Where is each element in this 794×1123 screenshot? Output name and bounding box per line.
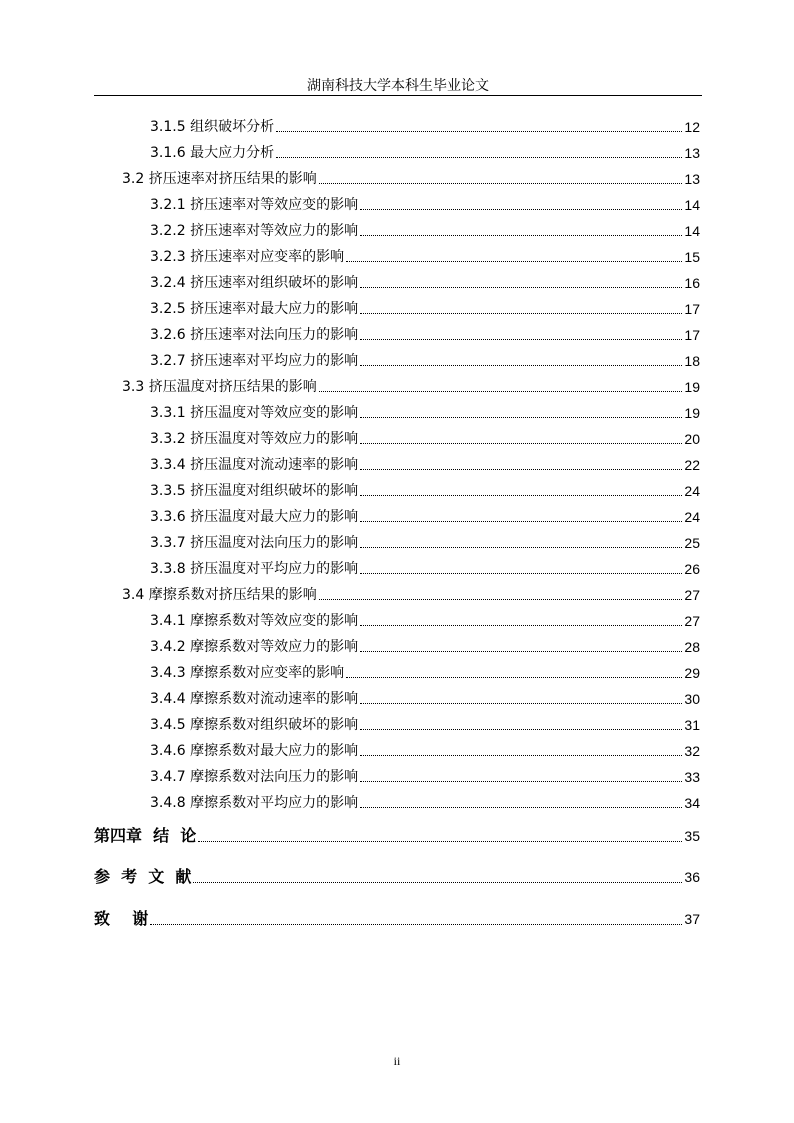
toc-dot-leader — [360, 443, 682, 444]
toc-entry-page-number: 34 — [684, 795, 700, 811]
toc-entry-page-number: 19 — [684, 379, 700, 395]
toc-entry-page-number: 15 — [684, 249, 700, 265]
toc-entry[interactable] — [150, 300, 700, 318]
toc-entry-label: 3.2.7 挤压速率对平均应力的影响 — [150, 353, 359, 369]
toc-entry-page-number: 27 — [684, 613, 700, 629]
toc-entry-page-number: 24 — [684, 483, 700, 499]
toc-entry[interactable] — [150, 482, 700, 500]
toc-dot-leader — [319, 599, 683, 600]
toc-entry-page-number: 32 — [684, 743, 700, 759]
toc-entry[interactable] — [122, 170, 700, 188]
toc-dot-leader — [360, 287, 682, 288]
toc-entry-label: 致 谢 — [94, 909, 149, 928]
toc-entry[interactable] — [94, 909, 700, 929]
toc-entry-label: 3.1.5 组织破坏分析 — [150, 119, 275, 135]
toc-dot-leader — [360, 703, 682, 704]
toc-entry-page-number: 17 — [684, 327, 700, 343]
toc-entry-label: 3.2.4 挤压速率对组织破坏的影响 — [150, 275, 359, 291]
toc-entry-label: 3.4.5 摩擦系数对组织破坏的影响 — [150, 717, 359, 733]
toc-dot-leader — [193, 882, 682, 883]
toc-entry-page-number: 35 — [684, 828, 700, 844]
toc-entry-page-number: 31 — [684, 717, 700, 733]
toc-entry[interactable] — [150, 430, 700, 448]
toc-entry-page-number: 28 — [684, 639, 700, 655]
toc-dot-leader — [360, 417, 682, 418]
toc-dot-leader — [360, 209, 682, 210]
toc-dot-leader — [360, 625, 682, 626]
toc-entry[interactable] — [150, 638, 700, 656]
toc-dot-leader — [150, 924, 682, 925]
toc-entry-label: 参 考 文 献 — [94, 867, 192, 886]
toc-entry-label: 3.3.6 挤压温度对最大应力的影响 — [150, 509, 359, 525]
toc-entry-label: 3.2.3 挤压速率对应变率的影响 — [150, 249, 345, 265]
toc-entry[interactable] — [150, 664, 700, 682]
toc-entry-page-number: 12 — [684, 119, 700, 135]
toc-dot-leader — [276, 131, 682, 132]
toc-entry-label: 3.2.2 挤压速率对等效应力的影响 — [150, 223, 359, 239]
toc-dot-leader — [360, 651, 682, 652]
toc-entry-page-number: 33 — [684, 769, 700, 785]
toc-entry-page-number: 30 — [684, 691, 700, 707]
toc-entry-page-number: 14 — [684, 197, 700, 213]
toc-dot-leader — [346, 677, 682, 678]
toc-entry[interactable] — [122, 378, 700, 396]
toc-entry-label: 3.4 摩擦系数对挤压结果的影响 — [122, 587, 317, 603]
toc-dot-leader — [360, 807, 682, 808]
toc-entry-label: 3.2.6 挤压速率对法向压力的影响 — [150, 327, 359, 343]
toc-entry-page-number: 20 — [684, 431, 700, 447]
toc-dot-leader — [360, 573, 682, 574]
toc-entry[interactable] — [150, 560, 700, 578]
toc-entry[interactable] — [150, 742, 700, 760]
toc-entry-label: 3.3.1 挤压温度对等效应变的影响 — [150, 405, 359, 421]
toc-entry-label: 3.4.7 摩擦系数对法向压力的影响 — [150, 769, 359, 785]
toc-dot-leader — [360, 521, 682, 522]
toc-entry[interactable] — [94, 826, 700, 846]
toc-entry-page-number: 14 — [684, 223, 700, 239]
page-header-title: 湖南科技大学本科生毕业论文 — [307, 78, 489, 94]
toc-entry-page-number: 25 — [684, 535, 700, 551]
toc-entry[interactable] — [150, 716, 700, 734]
toc-entry[interactable] — [150, 404, 700, 422]
toc-dot-leader — [360, 313, 682, 314]
toc-entry[interactable] — [150, 326, 700, 344]
toc-entry-page-number: 13 — [684, 145, 700, 161]
toc-entry-label: 3.3.8 挤压温度对平均应力的影响 — [150, 561, 359, 577]
toc-entry[interactable] — [150, 690, 700, 708]
toc-entry-label: 3.4.8 摩擦系数对平均应力的影响 — [150, 795, 359, 811]
toc-entry-label: 3.4.1 摩擦系数对等效应变的影响 — [150, 613, 359, 629]
toc-entry[interactable] — [150, 534, 700, 552]
toc-dot-leader — [319, 391, 683, 392]
toc-entry-page-number: 29 — [684, 665, 700, 681]
toc-entry-label: 3.4.2 摩擦系数对等效应力的影响 — [150, 639, 359, 655]
toc-entry[interactable] — [150, 274, 700, 292]
toc-entry-page-number: 18 — [684, 353, 700, 369]
toc-dot-leader — [360, 781, 682, 782]
toc-entry-page-number: 26 — [684, 561, 700, 577]
toc-dot-leader — [360, 729, 682, 730]
toc-entry-label: 3.3 挤压温度对挤压结果的影响 — [122, 379, 317, 395]
toc-entry-label: 3.3.2 挤压温度对等效应力的影响 — [150, 431, 359, 447]
toc-entry-label: 3.2 挤压速率对挤压结果的影响 — [122, 171, 317, 187]
toc-entry[interactable] — [150, 118, 700, 136]
toc-dot-leader — [360, 365, 682, 366]
toc-entry-label: 3.2.1 挤压速率对等效应变的影响 — [150, 197, 359, 213]
toc-entry-page-number: 16 — [684, 275, 700, 291]
toc-entry[interactable] — [150, 456, 700, 474]
toc-entry[interactable] — [150, 352, 700, 370]
toc-entry-label: 3.4.4 摩擦系数对流动速率的影响 — [150, 691, 359, 707]
toc-entry-page-number: 22 — [684, 457, 700, 473]
toc-dot-leader — [346, 261, 682, 262]
toc-entry-label: 第四章 结 论 — [94, 826, 197, 845]
toc-entry-page-number: 24 — [684, 509, 700, 525]
toc-dot-leader — [360, 235, 682, 236]
toc-entry[interactable] — [150, 248, 700, 266]
toc-entry-label: 3.3.4 挤压温度对流动速率的影响 — [150, 457, 359, 473]
toc-entry-label: 3.2.5 挤压速率对最大应力的影响 — [150, 301, 359, 317]
toc-dot-leader — [360, 469, 682, 470]
toc-entry[interactable] — [150, 196, 700, 214]
toc-entry-page-number: 27 — [684, 587, 700, 603]
toc-entry[interactable] — [150, 768, 700, 786]
toc-entry-page-number: 13 — [684, 171, 700, 187]
toc-entry[interactable] — [150, 794, 700, 812]
toc-entry-page-number: 17 — [684, 301, 700, 317]
toc-entry[interactable] — [150, 144, 700, 162]
toc-entry-label: 3.3.5 挤压温度对组织破坏的影响 — [150, 483, 359, 499]
toc-dot-leader — [360, 547, 682, 548]
toc-entry[interactable] — [150, 222, 700, 240]
toc-entry-label: 3.4.3 摩擦系数对应变率的影响 — [150, 665, 345, 681]
toc-entry[interactable] — [150, 508, 700, 526]
toc-entry-label: 3.4.6 摩擦系数对最大应力的影响 — [150, 743, 359, 759]
toc-dot-leader — [198, 841, 682, 842]
toc-entry-label: 3.1.6 最大应力分析 — [150, 145, 275, 161]
toc-dot-leader — [360, 339, 682, 340]
toc-entry-page-number: 19 — [684, 405, 700, 421]
page-number: ii — [393, 1054, 401, 1068]
toc-dot-leader — [276, 157, 682, 158]
toc-dot-leader — [360, 495, 682, 496]
toc-entry-page-number: 37 — [684, 911, 700, 927]
toc-entry-page-number: 36 — [684, 869, 700, 885]
toc-entry-label: 3.3.7 挤压温度对法向压力的影响 — [150, 535, 359, 551]
toc-entry[interactable] — [150, 612, 700, 630]
toc-dot-leader — [360, 755, 682, 756]
toc-entry[interactable] — [122, 586, 700, 604]
toc-entry[interactable] — [94, 867, 700, 887]
toc-dot-leader — [319, 183, 683, 184]
